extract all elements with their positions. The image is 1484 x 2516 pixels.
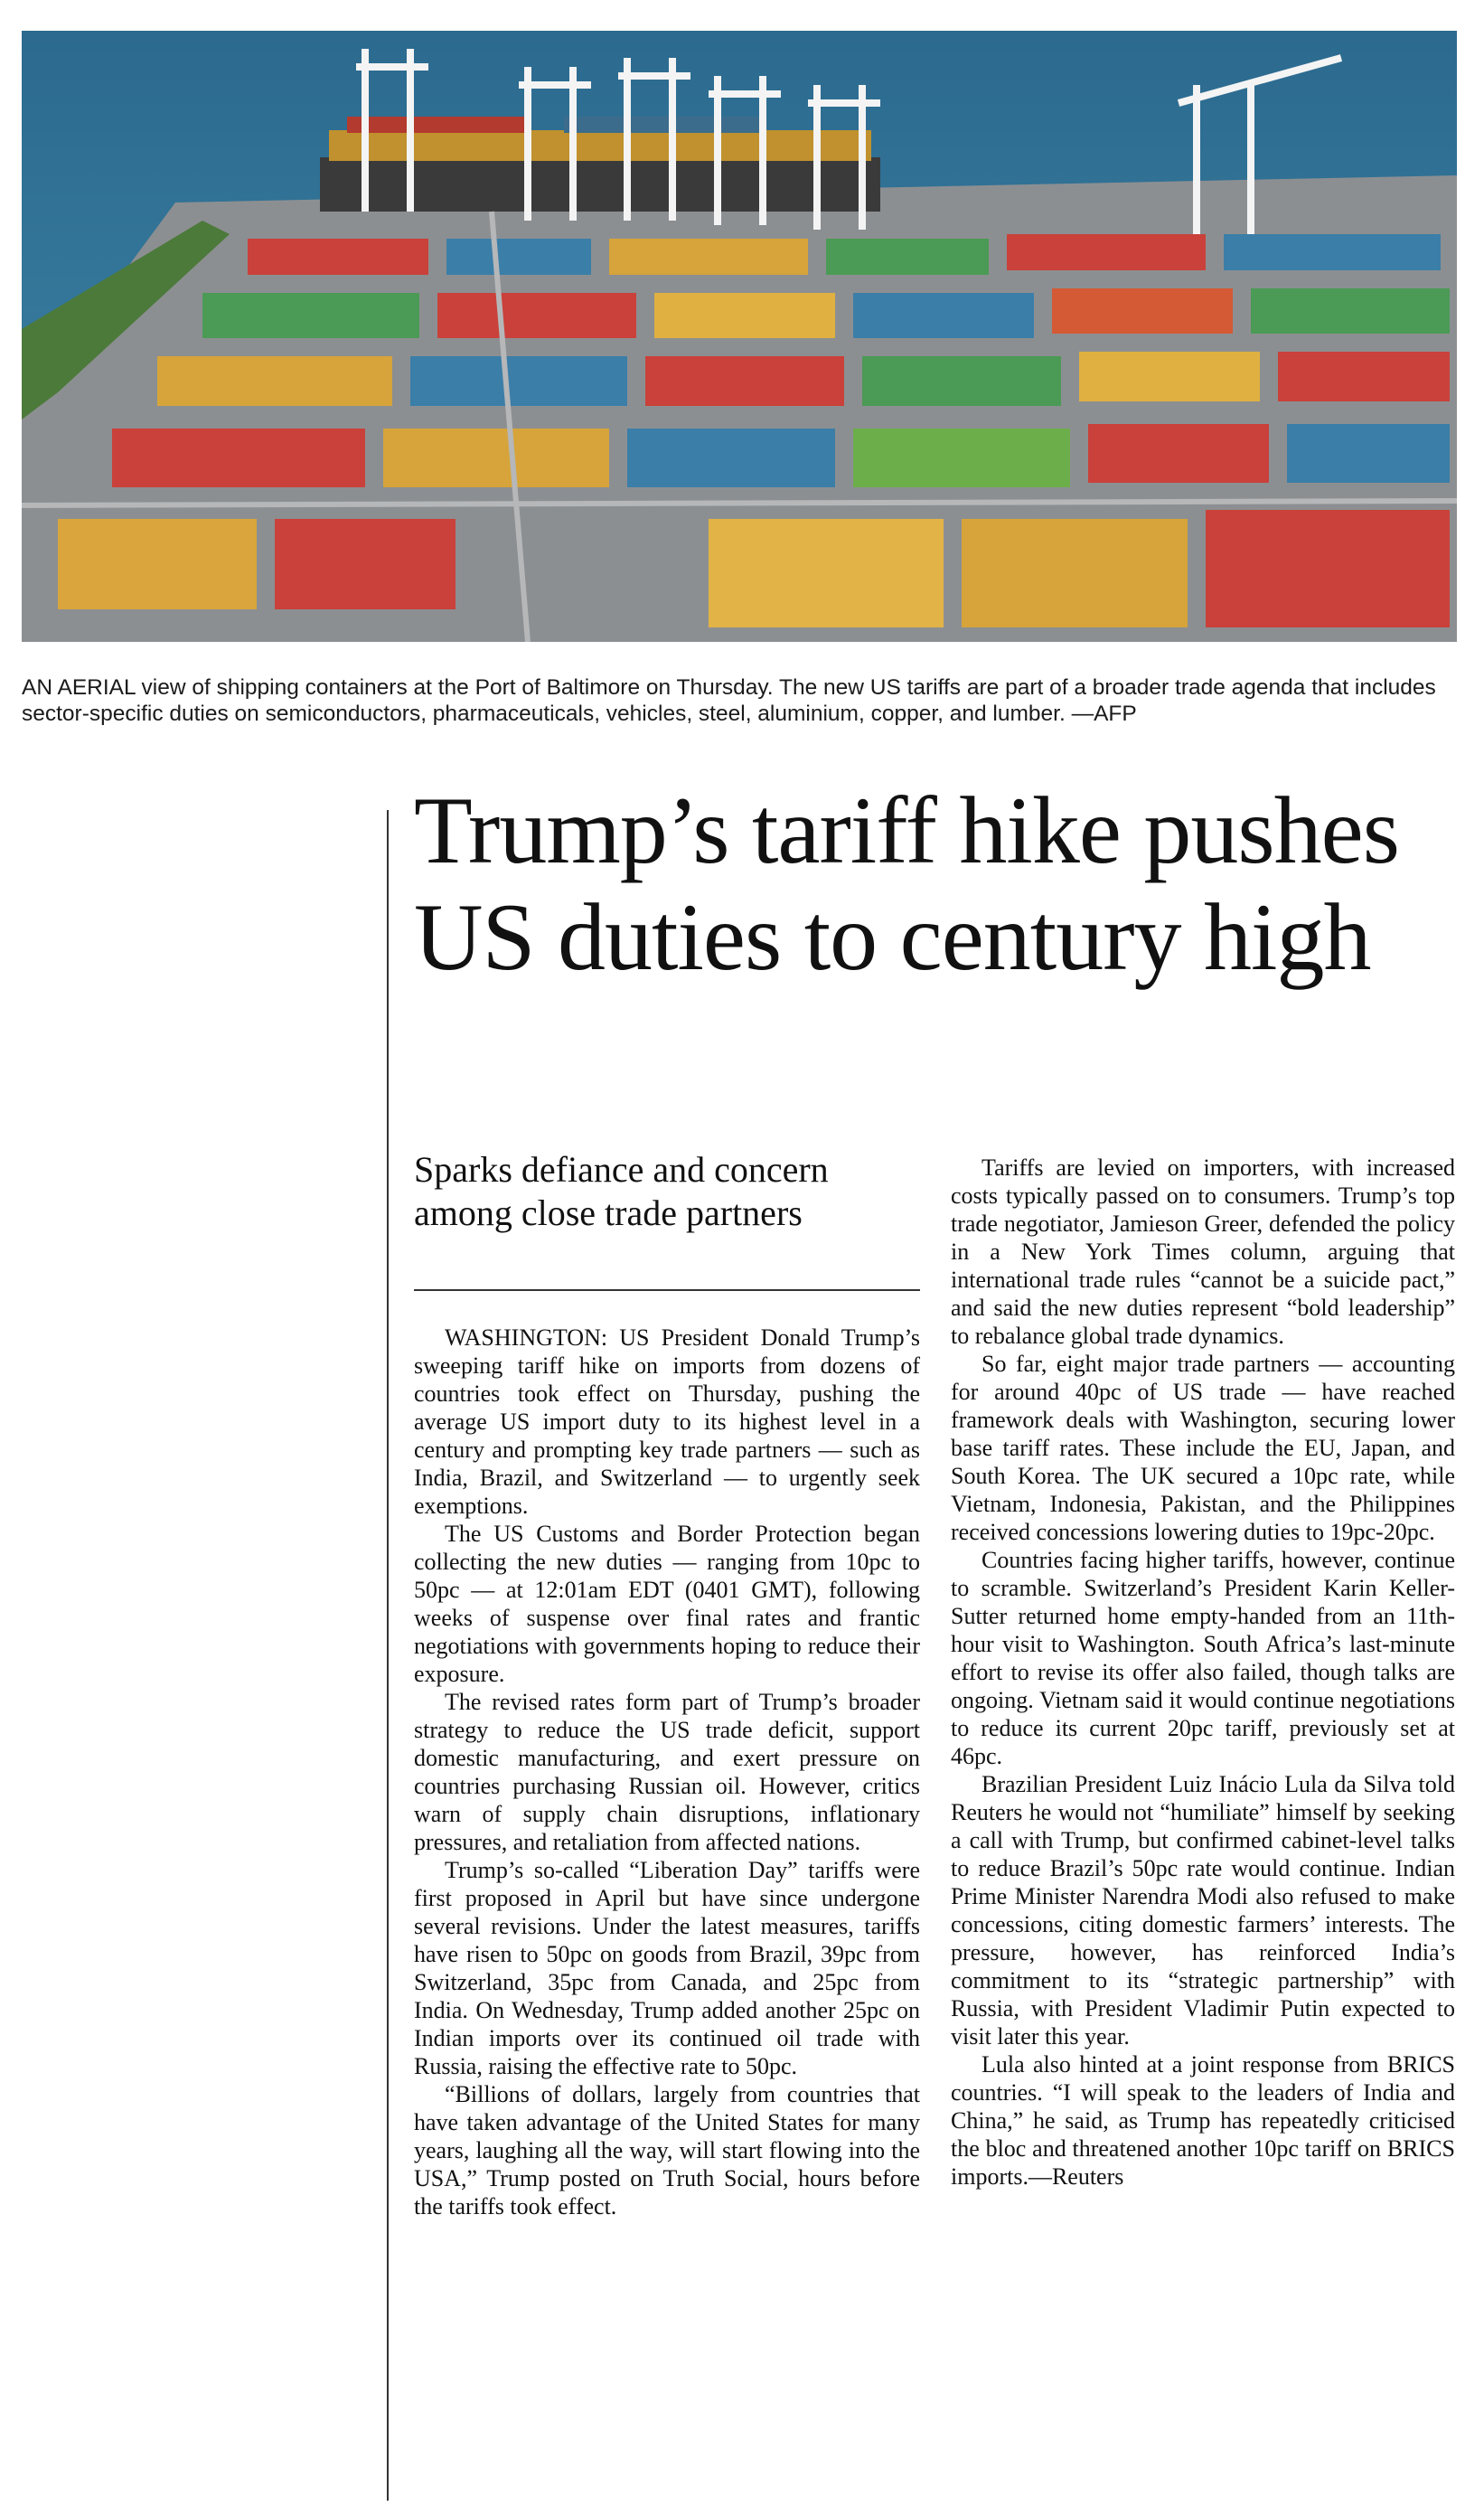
- paragraph: Brazilian President Luiz Inácio Lula da Silva told Reuters he would not “humiliate” himself by seeking a call with Trump, but confirmed cabinet-level talks to reduce Brazil’s 50pc rate would continue. Indian Prime Minister Narendra Modi also refused to make concessions, citing domestic farmers’ interests. The pressure, however, has reinforced India’s commitment to its “strategic partnership” with Russia, with President Vladimir Putin expected to visit later this year.: [951, 1771, 1455, 2050]
- paragraph: Trump’s so-called “Liberation Day” tariffs were first proposed in April but have since undergone several revisions. Under the latest measures, tariffs have risen to 50pc on goods from Brazil, 39pc from Switzerland, 35pc from Canada, and 25pc from India. On Wednesday, Trump added another 25pc on Indian imports over its continued oil trade with Russia, raising the effective rate to 50pc.: [414, 1857, 920, 2079]
- column-divider: [387, 810, 389, 2501]
- photo-caption: AN AERIAL view of shipping containers at the Port of Baltimore on Thursday. The new US tariffs are part of a broader trade agenda that includes sector-specific duties on semiconductors, pharmaceuticals, vehicles, steel, aluminium, copper, and lumber. —AFP: [22, 675, 1436, 726]
- paragraph: Tariffs are levied on importers, with increased costs typically passed on to consumers. Trump’s top trade negotiator, Jamieson Greer, defended the policy in a New York Times column, arguing that international trade rules “cannot be a suicide pact,” and said the new duties represent “bold leadership” to rebalance global trade dynamics.: [951, 1154, 1455, 1349]
- paragraph: The US Customs and Border Protection began collecting the new duties — ranging from 10pc to 50pc — at 12:01am EDT (0401 GMT), following weeks of suspense over final rates and frantic negotiations with governments hoping to reduce their exposure.: [414, 1521, 920, 1687]
- port-photo-illustration: [22, 31, 1457, 642]
- port-photo: [22, 31, 1457, 642]
- paragraph: Countries facing higher tariffs, however, continue to scramble. Switzerland’s President Karin Keller-Sutter returned home empty-handed from an 11th-hour visit to Washington. South Africa’s last-minute effort to revise its offer also failed, though talks are ongoing. Vietnam said it would continue negotiations to reduce its current 20pc tariff, previously set at 46pc.: [951, 1547, 1455, 1769]
- subhead-rule: [414, 1289, 920, 1291]
- subheadline: Sparks defiance and concern among close trade partners: [414, 1149, 829, 1233]
- paragraph: Lula also hinted at a joint response from BRICS countries. “I will speak to the leaders of India and China,” he said, as Trump has repeatedly criticised the bloc and threatened another 10pc tariff on BRICS imports.—Reuters: [951, 2051, 1455, 2190]
- article-column-1: [414, 1324, 920, 2220]
- paragraph: “Billions of dollars, largely from countries that have taken advantage of the United States for many years, laughing all the way, will start flowing into the USA,” Trump posted on Truth Social, hours before the tariffs took effect.: [414, 2081, 920, 2219]
- headline: Trump’s tariff hike pushes US duties to century high: [414, 777, 1399, 990]
- paragraph: WASHINGTON: US President Donald Trump’s sweeping tariff hike on imports from dozens of countries took effect on Thursday, pushing the average US import duty to its highest level in a century and prompting key trade partners — such as India, Brazil, and Switzerland — to urgently seek exemptions.: [414, 1324, 920, 1519]
- paragraph: So far, eight major trade partners — accounting for around 40pc of US trade — have reached framework deals with Washington, securing lower base tariff rates. These include the EU, Japan, and South Korea. The UK secured a 10pc rate, while Vietnam, Indonesia, Pakistan, and the Philippines received concessions lowering duties to 19pc-20pc.: [951, 1351, 1455, 1545]
- article-column-2: [951, 1154, 1455, 2191]
- paragraph: The revised rates form part of Trump’s broader strategy to reduce the US trade deficit, support domestic manufacturing, and exert pressure on countries purchasing Russian oil. However, critics warn of supply chain disruptions, inflationary pressures, and retaliation from affected nations.: [414, 1689, 920, 1855]
